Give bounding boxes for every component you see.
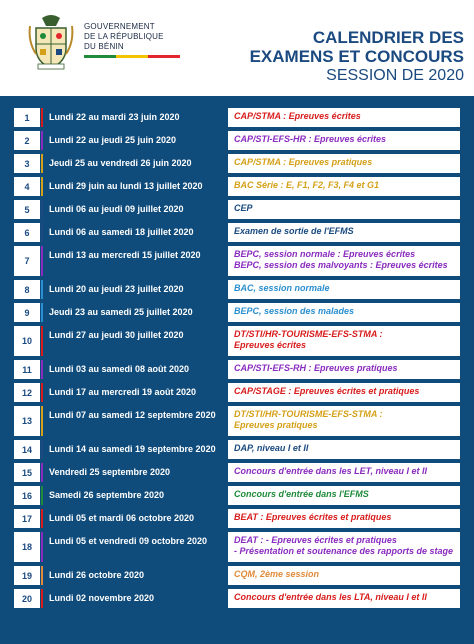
exam-event-line: Epreuves pratiques <box>234 420 318 430</box>
calendar-row <box>14 509 460 528</box>
exam-date: Lundi 14 au samedi 19 septembre 2020 <box>41 440 225 459</box>
calendar-row <box>14 200 460 219</box>
exam-event-line: DAP, niveau I et II <box>234 443 309 453</box>
exam-event <box>228 463 460 482</box>
row-number: 4 <box>14 177 40 196</box>
exam-event <box>228 589 460 608</box>
coat-of-arms-icon <box>26 14 76 70</box>
calendar-row <box>14 463 460 482</box>
row-number: 10 <box>14 326 40 356</box>
exam-event <box>228 440 460 459</box>
exam-event-line: CEP <box>234 203 253 213</box>
exam-date: Lundi 05 et vendredi 09 octobre 2020 <box>41 532 225 562</box>
calendar-row <box>14 486 460 505</box>
exam-date: Lundi 22 au mardi 23 juin 2020 <box>41 108 225 127</box>
exam-date: Lundi 26 octobre 2020 <box>41 566 225 585</box>
exam-date: Lundi 29 juin au lundi 13 juillet 2020 <box>41 177 225 196</box>
exam-event <box>228 360 460 379</box>
title-line: CALENDRIER DES <box>312 28 464 47</box>
exam-date: Vendredi 25 septembre 2020 <box>41 463 225 482</box>
document-title <box>250 28 464 85</box>
calendar-row <box>14 154 460 173</box>
exam-event <box>228 246 460 276</box>
exam-event <box>228 383 460 402</box>
exam-date: Jeudi 25 au vendredi 26 juin 2020 <box>41 154 225 173</box>
exam-event <box>228 200 460 219</box>
calendar-row <box>14 108 460 127</box>
exam-event-line: CQM, 2ème session <box>234 569 320 579</box>
calendar-row <box>14 326 460 356</box>
calendar-panel <box>0 96 474 644</box>
exam-date: Lundi 05 et mardi 06 octobre 2020 <box>41 509 225 528</box>
exam-event <box>228 406 460 436</box>
calendar-row <box>14 131 460 150</box>
calendar-row <box>14 406 460 436</box>
calendar-row <box>14 303 460 322</box>
exam-event <box>228 108 460 127</box>
row-number: 16 <box>14 486 40 505</box>
exam-event <box>228 486 460 505</box>
row-number: 19 <box>14 566 40 585</box>
exam-date: Lundi 02 novembre 2020 <box>41 589 225 608</box>
calendar-row <box>14 280 460 299</box>
exam-event <box>228 566 460 585</box>
title-line: EXAMENS ET CONCOURS <box>249 47 464 66</box>
exam-date: Lundi 13 au mercredi 15 juillet 2020 <box>41 246 225 276</box>
row-number: 8 <box>14 280 40 299</box>
calendar-row <box>14 223 460 242</box>
exam-date: Jeudi 23 au samedi 25 juillet 2020 <box>41 303 225 322</box>
row-number: 13 <box>14 406 40 436</box>
exam-event <box>228 223 460 242</box>
row-number: 3 <box>14 154 40 173</box>
exam-event-line: Epreuves écrites <box>234 340 307 350</box>
row-number: 18 <box>14 532 40 562</box>
row-number: 20 <box>14 589 40 608</box>
exam-date: Lundi 06 au samedi 18 juillet 2020 <box>41 223 225 242</box>
exam-event-line: CAP/STAGE : Epreuves écrites et pratiques <box>234 386 420 396</box>
row-number: 6 <box>14 223 40 242</box>
row-number: 15 <box>14 463 40 482</box>
exam-event-line: Concours d'entrée dans les LET, niveau I et II <box>234 466 428 476</box>
calendar-row <box>14 440 460 459</box>
exam-event-line: Concours d'entrée dans l'EFMS <box>234 489 369 499</box>
exam-event <box>228 532 460 562</box>
flag-color-bar <box>84 55 180 58</box>
exam-date: Lundi 27 au jeudi 30 juillet 2020 <box>41 326 225 356</box>
government-name: GOUVERNEMENT DE LA RÉPUBLIQUE DU BÉNIN <box>84 22 164 51</box>
row-number: 5 <box>14 200 40 219</box>
exam-event-line: DEAT : - Epreuves écrites et pratiques <box>234 535 397 545</box>
exam-date: Lundi 03 au samedi 08 août 2020 <box>41 360 225 379</box>
exam-event-line: CAP/STMA : Epreuves écrites <box>234 111 361 121</box>
exam-event-line: BEAT : Epreuves écrites et pratiques <box>234 512 392 522</box>
calendar-row <box>14 566 460 585</box>
row-number: 2 <box>14 131 40 150</box>
calendar-row <box>14 177 460 196</box>
exam-event-line: BAC, session normale <box>234 283 330 293</box>
calendar-row <box>14 589 460 608</box>
exam-event-line: Examen de sortie de l'EFMS <box>234 226 354 236</box>
exam-event-line: BAC Série : E, F1, F2, F3, F4 et G1 <box>234 180 380 190</box>
exam-date: Lundi 22 au jeudi 25 juin 2020 <box>41 131 225 150</box>
row-number: 1 <box>14 108 40 127</box>
exam-event-line: BEPC, session normale : Epreuves écrites <box>234 249 416 259</box>
exam-date: Lundi 06 au jeudi 09 juillet 2020 <box>41 200 225 219</box>
calendar-row <box>14 360 460 379</box>
row-number: 11 <box>14 360 40 379</box>
page-header <box>0 0 474 88</box>
exam-event-line: BEPC, session des malvoyants : Epreuves écrites <box>234 260 448 270</box>
row-number: 14 <box>14 440 40 459</box>
exam-date: Lundi 17 au mercredi 19 août 2020 <box>41 383 225 402</box>
exam-event <box>228 509 460 528</box>
row-number: 7 <box>14 246 40 276</box>
exam-event-line: CAP/STI-EFS-RH : Epreuves pratiques <box>234 363 398 373</box>
calendar-row <box>14 246 460 276</box>
exam-event <box>228 326 460 356</box>
exam-event-line: CAP/STI-EFS-HR : Epreuves écrites <box>234 134 387 144</box>
calendar-list <box>14 108 460 612</box>
exam-date: Lundi 20 au jeudi 23 juillet 2020 <box>41 280 225 299</box>
exam-event-line: Concours d'entrée dans les LTA, niveau I et II <box>234 592 427 602</box>
row-number: 17 <box>14 509 40 528</box>
exam-date: Lundi 07 au samedi 12 septembre 2020 <box>41 406 225 436</box>
exam-date: Samedi 26 septembre 2020 <box>41 486 225 505</box>
exam-event-line: CAP/STMA : Epreuves pratiques <box>234 157 373 167</box>
exam-event <box>228 280 460 299</box>
exam-event-line: DT/STI/HR-TOURISME-EFS-STMA : <box>234 329 383 339</box>
exam-event-line: - Présentation et soutenance des rapports de stage <box>234 546 454 556</box>
exam-event <box>228 154 460 173</box>
exam-event <box>228 131 460 150</box>
calendar-row <box>14 532 460 562</box>
exam-event-line: DT/STI/HR-TOURISME-EFS-STMA : <box>234 409 383 419</box>
exam-event <box>228 303 460 322</box>
exam-event-line: BEPC, session des malades <box>234 306 355 316</box>
calendar-row <box>14 383 460 402</box>
exam-event <box>228 177 460 196</box>
row-number: 9 <box>14 303 40 322</box>
row-number: 12 <box>14 383 40 402</box>
session-subtitle: SESSION DE 2020 <box>326 67 464 84</box>
